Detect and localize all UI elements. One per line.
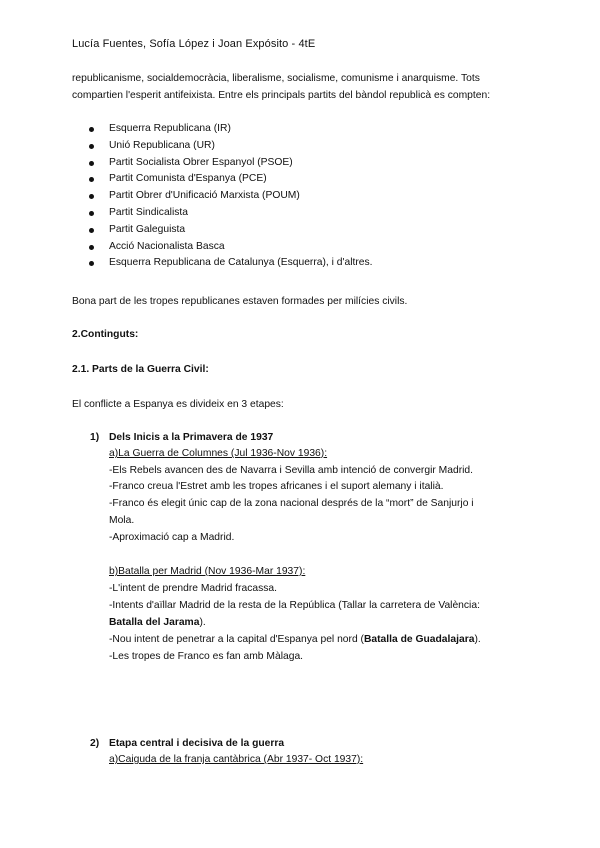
stage-1-b-line-2: -Intents d'aïllar Madrid de la resta de la República (Tallar la carretera de València:	[109, 600, 480, 611]
parts-heading: 2.1. Parts de la Guerra Civil:	[72, 364, 209, 375]
stage-1-a-line-5: -Aproximació cap a Madrid.	[109, 532, 235, 543]
stage-2-number: 2)	[90, 738, 100, 749]
list-item: Partit Obrer d'Unificació Marxista (POUM)	[72, 188, 373, 205]
bullet-icon	[89, 127, 94, 132]
list-item: Partit Socialista Obrer Espanyol (PSOE)	[72, 155, 373, 172]
stage-1-title: Dels Inicis a la Primavera de 1937	[109, 432, 274, 443]
bullet-icon	[89, 245, 94, 250]
stage-1-a-line-3: -Franco és elegit únic cap de la zona nacional després de la “mort” de Sanjurjo i	[109, 498, 474, 509]
milicies-paragraph: Bona part de les tropes republicanes estaven formades per milícies civils.	[72, 296, 408, 307]
batalla-guadalajara: Batalla de Guadalajara	[363, 634, 475, 645]
stage-1-subsection-b: b)Batalla per Madrid (Nov 1936-Mar 1937):	[109, 566, 306, 577]
intro-line-2: compartien l'esperit antifeixista. Entre els principals partits del bàndol republicà es compten:	[72, 90, 491, 101]
bullet-icon	[89, 261, 94, 266]
bullet-icon	[89, 161, 94, 166]
list-item: Acció Nacionalista Basca	[72, 239, 373, 256]
stage-1-a-line-1: -Els Rebels avancen des de Navarra i Sevilla amb intenció de convergir Madrid.	[109, 465, 474, 476]
stage-1-b-line-3: Batalla del Jarama).	[109, 617, 206, 628]
list-item: Partit Galeguista	[72, 222, 373, 239]
stage-1-a-line-4: Mola.	[109, 515, 135, 526]
continguts-heading: 2.Continguts:	[72, 329, 139, 340]
bullet-icon	[89, 177, 94, 182]
bullet-icon	[89, 194, 94, 199]
bullet-icon	[89, 144, 94, 149]
list-item: Partit Sindicalista	[72, 205, 373, 222]
stage-1-b-line-5: -Les tropes de Franco es fan amb Màlaga.	[109, 651, 304, 662]
list-item: Unió Republicana (UR)	[72, 138, 373, 155]
stage-2-title: Etapa central i decisiva de la guerra	[109, 738, 285, 749]
page-header: Lucía Fuentes, Sofía López i Joan Expósito - 4tE	[72, 38, 316, 50]
stage-1-a-line-2: -Franco creua l'Estret amb les tropes africanes i el suport alemany i italià.	[109, 481, 444, 492]
batalla-jarama: Batalla del Jarama	[109, 617, 200, 628]
stage-1-b-line-1: -L'intent de prendre Madrid fracassa.	[109, 583, 277, 594]
list-item: Esquerra Republicana de Catalunya (Esquerra), i d'altres.	[72, 255, 373, 272]
bullet-icon	[89, 211, 94, 216]
stage-1-b-line-4: -Nou intent de penetrar a la capital d'Espanya pel nord (Batalla de Guadalajara).	[109, 634, 481, 645]
bullet-icon	[89, 228, 94, 233]
list-item: Esquerra Republicana (IR)	[72, 121, 373, 138]
parties-list	[72, 121, 373, 272]
stage-1-number: 1)	[90, 432, 100, 443]
intro-line-1: republicanisme, socialdemocràcia, liberalisme, socialisme, comunisme i anarquisme. Tots	[72, 73, 480, 84]
stage-2-subsection-a: a)Caiguda de la franja cantàbrica (Abr 1937- Oct 1937):	[109, 754, 364, 765]
list-item: Partit Comunista d'Espanya (PCE)	[72, 171, 373, 188]
stage-1-subsection-a: a)La Guerra de Columnes (Jul 1936-Nov 1936):	[109, 448, 328, 459]
conflicte-paragraph: El conflicte a Espanya es divideix en 3 etapes:	[72, 399, 284, 410]
